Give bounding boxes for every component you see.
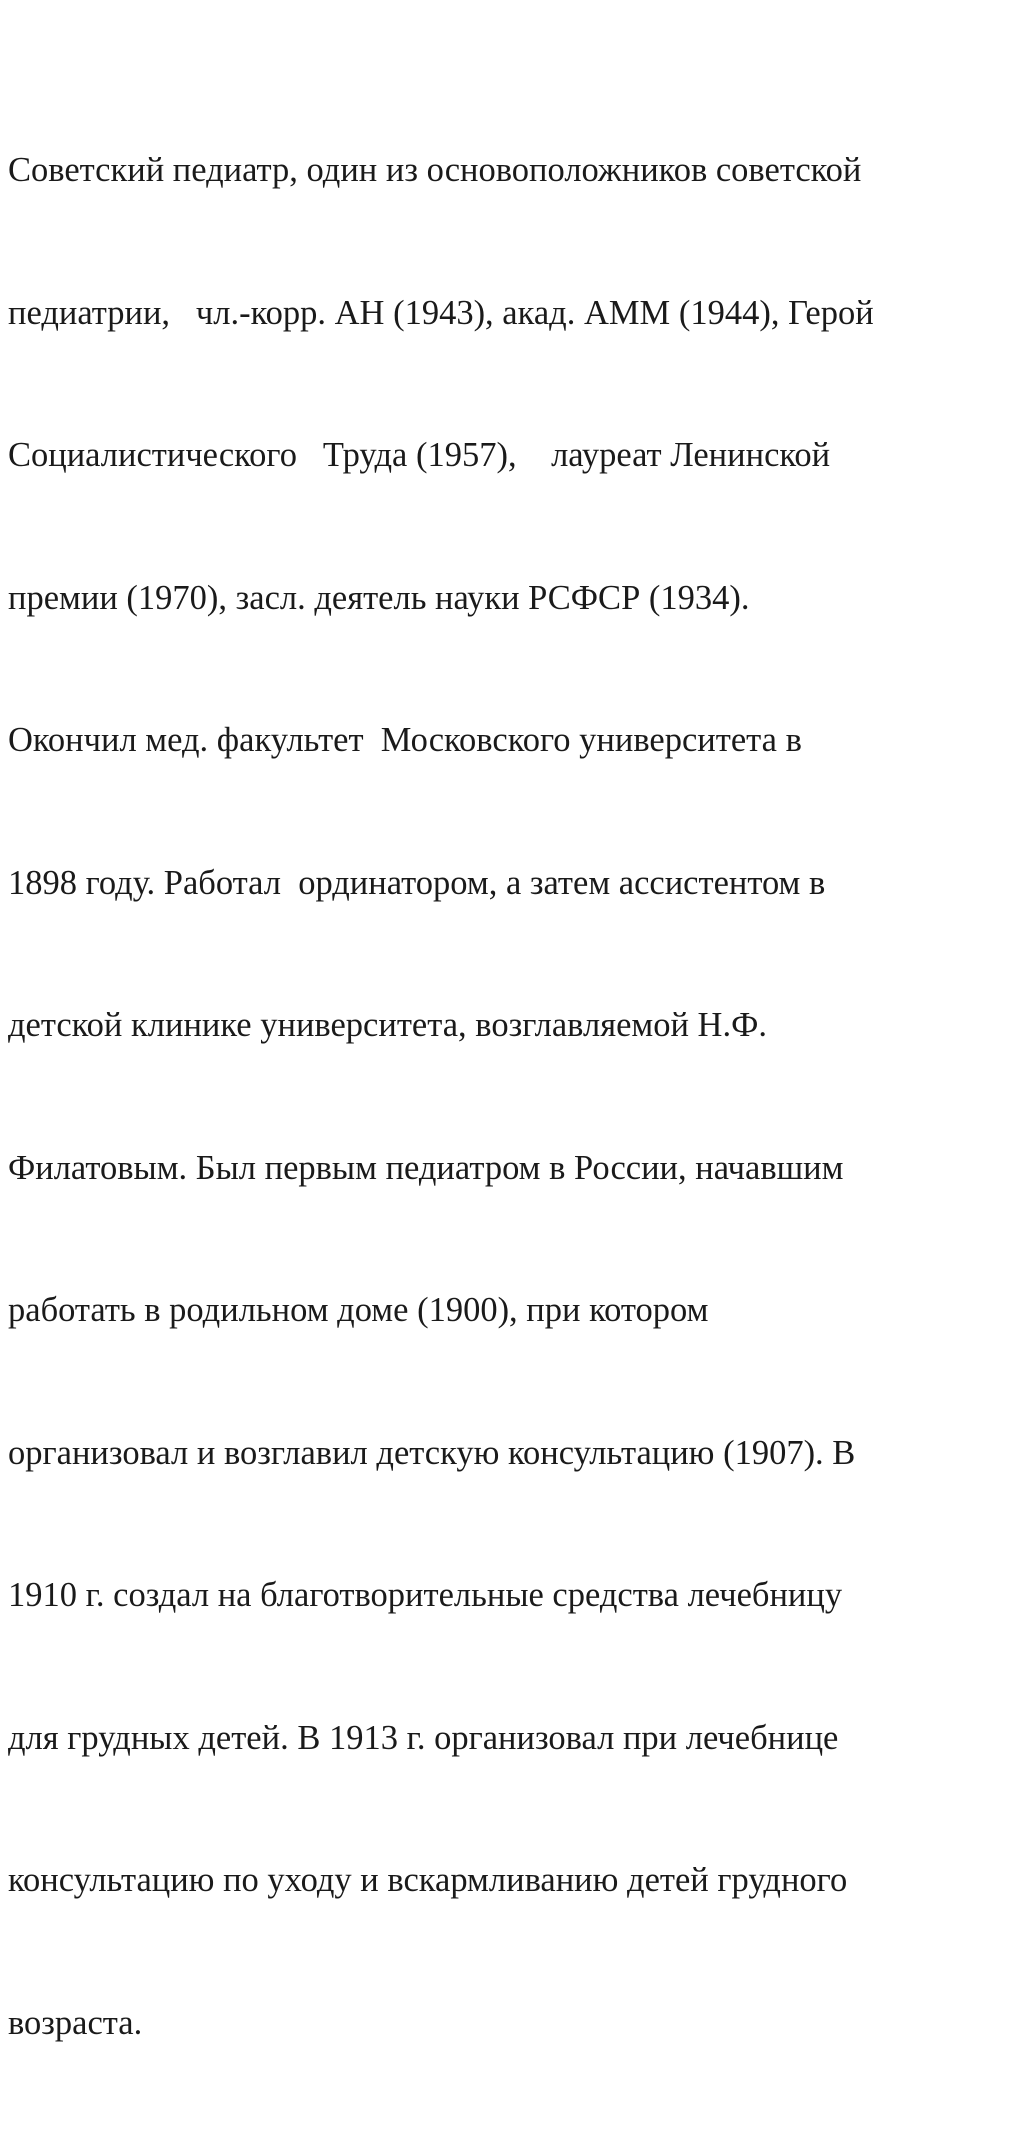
text-line-12: для грудных детей. В 1913 г. организовал при лечебнице <box>8 1718 839 1757</box>
text-line-2: педиатрии, чл.-корр. АН (1943), акад. АММ (1944), Герой <box>8 293 874 332</box>
text-line-8: Филатовым. Был первым педиатром в России, начавшим <box>8 1148 844 1187</box>
text-line-6: 1898 году. Работал ординатором, а затем ассистентом в <box>8 863 826 902</box>
text-line-7: детской клинике университета, возглавляемой Н.Ф. <box>8 1006 767 1044</box>
text-line-13: консультацию по уходу и вскармливанию детей грудного <box>8 1861 848 1899</box>
text-line-10: организовал и возглавил детскую консультацию (1907). В <box>8 1433 856 1472</box>
biography-text <box>8 52 1018 2142</box>
text-line-4: премии (1970), засл. деятель науки РСФСР (1934). <box>8 578 750 617</box>
text-line-9: работать в родильном доме (1900), при котором <box>8 1291 709 1329</box>
text-line-14: возраста. <box>8 2003 143 2042</box>
text-line-5: Окончил мед. факультет Московского университета в <box>8 721 802 759</box>
text-line-1: Советский педиатр, один из основоположников советской <box>8 151 862 189</box>
text-line-11: 1910 г. создал на благотворительные средства лечебницу <box>8 1576 843 1614</box>
text-line-3: Социалистического Труда (1957), лауреат Ленинской <box>8 436 831 474</box>
